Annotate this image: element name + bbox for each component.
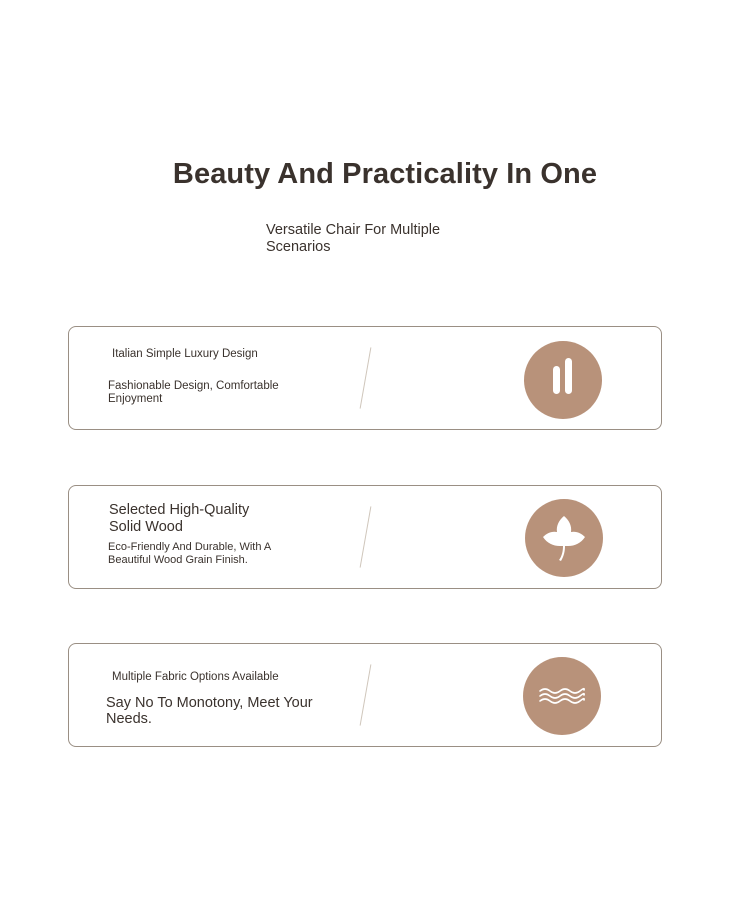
page-title: Beauty And Practicality In One xyxy=(172,158,598,190)
bars-icon xyxy=(524,341,602,419)
feature-title: Selected High-Quality Solid Wood xyxy=(109,502,250,535)
feature-description: Eco-Friendly And Durable, With A Beautiful Wood Grain Finish. xyxy=(108,541,271,566)
card-divider xyxy=(360,347,372,408)
feature-card-fabric xyxy=(68,643,662,747)
card-divider xyxy=(360,664,372,725)
feature-description: Say No To Monotony, Meet Your Needs. xyxy=(106,695,313,727)
feature-title: Italian Simple Luxury Design xyxy=(112,348,258,360)
feature-card-wood xyxy=(68,485,662,589)
feature-description: Fashionable Design, Comfortable Enjoyment xyxy=(108,380,279,405)
waves-icon xyxy=(523,657,601,735)
card-divider xyxy=(360,506,372,567)
feature-title: Multiple Fabric Options Available xyxy=(112,671,279,683)
page-subtitle: Versatile Chair For Multiple Scenarios xyxy=(266,222,441,255)
leaf-icon xyxy=(525,499,603,577)
feature-card-design xyxy=(68,326,662,430)
